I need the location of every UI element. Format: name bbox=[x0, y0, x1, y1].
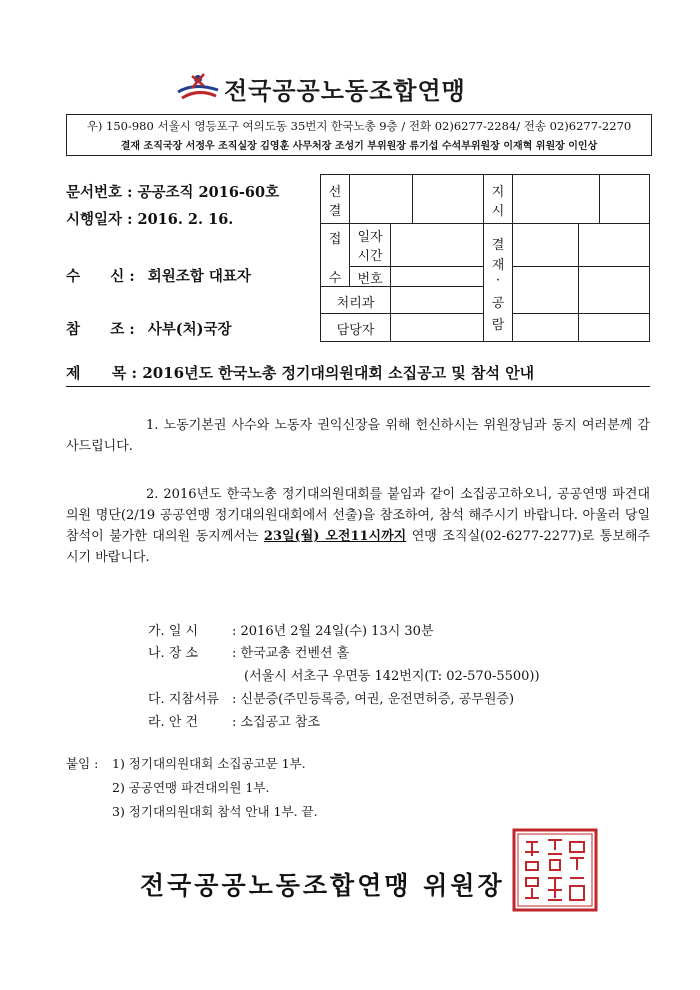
detail-venue-label: 나. 장 소 bbox=[148, 646, 199, 661]
grid-gyeoljae-5: 람 bbox=[491, 318, 505, 333]
attachments-label: 붙임 : bbox=[66, 756, 99, 771]
grid-cheorigwa: 처리과 bbox=[336, 296, 375, 311]
signature-line: 전국공공노동조합연맹 위원장 bbox=[140, 871, 505, 900]
attachment-item-3: 3) 정기대의원대회 참석 안내 1부. 끝. bbox=[112, 804, 318, 819]
reference-label: 참 조 : bbox=[66, 321, 135, 338]
grid-gyeoljae-3: · bbox=[495, 273, 501, 288]
recipient-value: 회원조합 대표자 bbox=[147, 268, 251, 285]
grid-jeop: 접 bbox=[328, 232, 342, 247]
grid-ji: 지 bbox=[491, 185, 505, 200]
org-title: 전국공공노동조합연맹 bbox=[224, 77, 466, 105]
grid-sigan: 시간 bbox=[357, 249, 383, 264]
grid-damdangja: 담당자 bbox=[336, 323, 375, 338]
response-deadline: 23일(월) 오전11시까지 bbox=[263, 529, 407, 544]
detail-documents-label: 다. 지참서류 bbox=[148, 692, 220, 707]
contact-box bbox=[66, 114, 652, 156]
reference bbox=[66, 318, 232, 339]
reference-value: 사부(처)국장 bbox=[147, 321, 232, 338]
detail-date-value: : 2016년 2월 24일(수) 13시 30분 bbox=[232, 624, 434, 639]
detail-date-label: 가. 일 시 bbox=[148, 624, 199, 639]
recipient bbox=[66, 265, 251, 286]
grid-ilja: 일자 bbox=[357, 230, 383, 245]
grid-gyeoljae-2: 재 bbox=[491, 258, 505, 273]
paragraph-2 bbox=[66, 484, 650, 568]
approval-grid bbox=[320, 174, 650, 342]
detail-documents-value: : 신분증(주민등록증, 여권, 운전면허증, 공무원증) bbox=[232, 692, 515, 707]
approval-chain: 결재 조직국장 서정우 조직실장 김영훈 사무처장 조성기 부위원장 류기섭 수석부위원장 이재혁 위원장 이인상 bbox=[120, 141, 598, 152]
issue-date: 시행일자 : 2016. 2. 16. bbox=[66, 211, 234, 228]
subject bbox=[66, 362, 534, 383]
document-number: 문서번호 : 공공조직 2016-60호 bbox=[66, 184, 280, 201]
detail-venue-address: (서울시 서초구 우면동 142번지(T: 02-570-5500)) bbox=[244, 669, 540, 684]
paragraph-1 bbox=[66, 415, 650, 457]
paragraph-2-text-b: 연맹 조직실(02-6277-2277)로 통보해주시기 바랍니다. bbox=[66, 529, 651, 565]
detail-venue-value: : 한국교총 컨벤션 홀 bbox=[232, 646, 350, 661]
grid-su: 수 bbox=[328, 271, 342, 286]
recipient-label: 수 신 : bbox=[66, 268, 135, 285]
grid-gyeol: 결 bbox=[328, 204, 342, 219]
subject-text: 2016년도 한국노총 정기대의원대회 소집공고 및 참석 안내 bbox=[142, 364, 535, 382]
grid-gyeoljae-4: 공 bbox=[491, 296, 505, 311]
subject-divider bbox=[66, 386, 650, 387]
subject-label: 제 목 : bbox=[66, 364, 138, 382]
grid-beonho: 번호 bbox=[357, 272, 383, 287]
detail-agenda-value: : 소집공고 참조 bbox=[232, 715, 320, 730]
grid-si: 시 bbox=[491, 204, 505, 219]
grid-gyeoljae-1: 결 bbox=[491, 238, 505, 253]
address-line: 우) 150-980 서울시 영등포구 여의도동 35번지 한국노총 9층 / 전화 02)6277-2284/ 전송 02)6277-2270 bbox=[86, 119, 632, 133]
paragraph-1-text: 1. 노동기본권 사수와 노동자 권익신장을 위해 헌신하시는 위원장님과 동지 여러분께 감사드립니다. bbox=[66, 418, 650, 454]
union-logo-icon bbox=[176, 70, 220, 106]
attachment-item-2: 2) 공공연맹 파견대의원 1부. bbox=[112, 780, 270, 795]
grid-seon: 선 bbox=[328, 185, 342, 200]
official-seal-icon bbox=[512, 828, 598, 912]
paragraph-2-text-a: 2. 2016년도 한국노총 정기대의원대회를 붙임과 같이 소집공고하오니, 공공연맹 파견대의원 명단(2/19 공공연맹 정기대의원대회에서 선출)을 참조하여, 참석 해주시기 바랍니다. 아울러 당일 참석이 불가한 대의원 동지께서는 bbox=[66, 487, 650, 544]
detail-agenda-label: 라. 안 건 bbox=[148, 715, 199, 730]
attachment-item-1: 1) 정기대의원대회 소집공고문 1부. bbox=[112, 756, 306, 771]
